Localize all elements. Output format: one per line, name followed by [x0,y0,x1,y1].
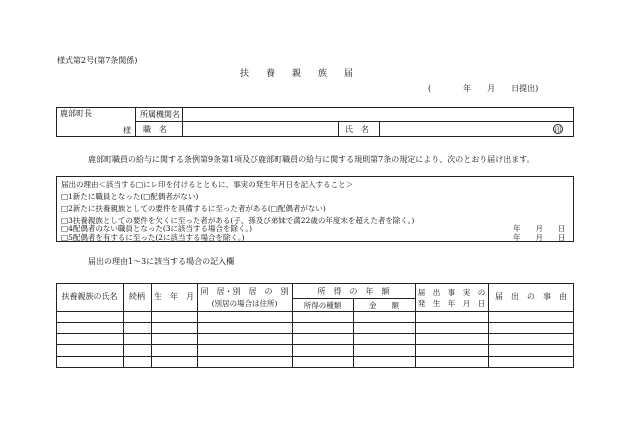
divider [292,298,415,299]
reason-3-checkbox[interactable]: □3扶養親族としての要件を欠くに至った者がある(子、孫及び弟妹で満22歳の年度末を超えた者を除く。) [61,216,415,225]
col-fact-header: 届 出 事 実 の [417,288,486,297]
reasons-box [56,176,574,242]
table-row [56,344,574,345]
col-relation-header: 続柄 [129,292,145,301]
position-field[interactable] [183,122,337,136]
col-income-header: 所 得 の 年 額 [317,287,390,296]
page-title: 扶 養 親 族 届 [240,69,358,79]
col-income-type-header: 所得の種類 [303,301,342,310]
col-birth-header: 生 年 月 [154,292,194,301]
reasons-header: 届出の理由＜該当する□にレ印を付けるとともに、事実の発生年月日を記入すること＞ [61,180,354,189]
department-label: 所属機関名 [140,110,180,119]
declaration-text: 鹿部町職員の給与に関する条例第9条第1項及び鹿部町職員の給与に関する規則第7条の規定により、次のとおり届け出ます。 [88,155,535,164]
table-row [56,333,574,334]
section2-title: 届出の理由1～3に該当する場合の記入欄 [88,257,235,266]
divider [56,311,574,312]
table-row [56,322,574,323]
position-label: 職 名 [143,125,167,134]
col-fact-subheader: 発 生 年 月 日 [417,299,486,308]
reason-5-date[interactable]: 年 月 日 [513,233,566,242]
col-name-header: 扶養親族の氏名 [61,292,118,301]
name-label: 氏 名 [345,125,369,134]
submission-date: ( 年 月 日提出) [428,84,539,93]
table-row [56,356,574,357]
reason-4-checkbox[interactable]: □4配偶者のない職員となった(3に該当する場合を除く。) [61,224,253,233]
col-residence-header: 同 居・別 居 の 別 [200,287,289,296]
reason-2-checkbox[interactable]: □2新たに扶養親族としての要件を具備するに至った者がある(□配偶者がない) [61,204,326,213]
col-income-amount-header: 金 額 [369,301,399,310]
col-reason-header: 届 出 の 事 由 [495,292,567,301]
form-number: 様式第2号(第7条関係) [57,56,138,65]
name-field[interactable] [380,122,550,136]
divider [338,121,339,137]
reason-1-checkbox[interactable]: □1新たに職員となった(□配偶者がない) [61,192,199,201]
reason-5-checkbox[interactable]: □5配偶者を有するに至った(2に該当する場合を除く。) [61,233,245,242]
seal-icon: 印 [554,126,562,134]
reason-4-date[interactable]: 年 月 日 [513,224,566,233]
department-field[interactable] [183,108,573,120]
recipient-label: 鹿部町長 [60,109,92,118]
col-residence-subheader: (別居の場合は住所) [211,299,278,308]
sama-label: 様 [123,126,131,135]
divider [135,107,136,137]
